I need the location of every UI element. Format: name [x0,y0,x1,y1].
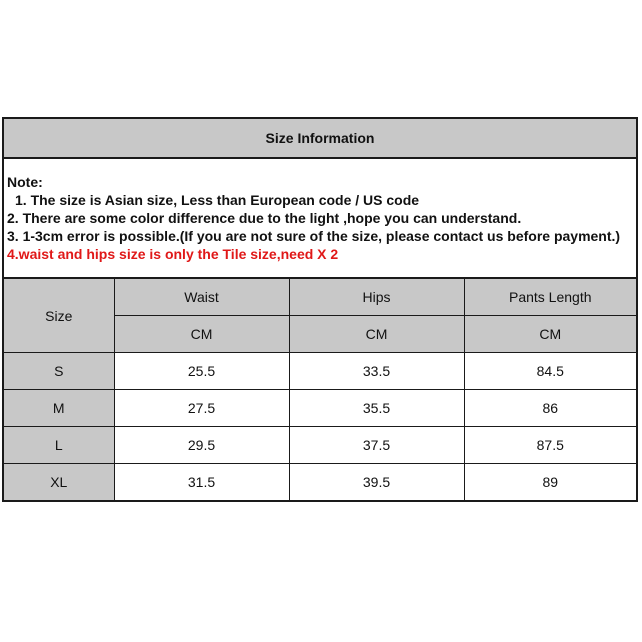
hips-value: 35.5 [289,390,464,427]
waist-value: 29.5 [114,427,289,464]
table-row [4,353,636,390]
sheet-title: Size Information [4,119,636,159]
notes-heading: Note: [7,174,43,190]
unit-waist: CM [114,316,289,353]
column-header-row [4,279,636,316]
table-row [4,464,636,501]
waist-value: 25.5 [114,353,289,390]
table-row [4,390,636,427]
unit-pants-length: CM [464,316,636,353]
unit-hips: CM [289,316,464,353]
pants-length-value: 89 [464,464,636,501]
note-warning: 4.waist and hips size is only the Tile size,need X 2 [7,246,339,262]
note-line-1: 1. The size is Asian size, Less than European code / US code [15,192,420,208]
pants-length-value: 84.5 [464,353,636,390]
size-header: Size [4,279,114,353]
hips-value: 39.5 [289,464,464,501]
table-row [4,427,636,464]
note-line-3: 3. 1-3cm error is possible.(If you are not sure of the size, please contact us before payment.) [7,228,621,244]
column-header-hips: Hips [289,279,464,316]
size-label: XL [4,464,114,501]
pants-length-value: 87.5 [464,427,636,464]
column-header-pants-length: Pants Length [464,279,636,316]
size-label: M [4,390,114,427]
size-label: L [4,427,114,464]
waist-value: 31.5 [114,464,289,501]
size-label: S [4,353,114,390]
hips-value: 37.5 [289,427,464,464]
hips-value: 33.5 [289,353,464,390]
waist-value: 27.5 [114,390,289,427]
note-line-2: 2. There are some color difference due to the light ,hope you can understand. [7,210,522,226]
pants-length-value: 86 [464,390,636,427]
notes-section [4,159,636,279]
size-information-sheet [2,117,638,502]
size-table [4,279,636,500]
column-header-waist: Waist [114,279,289,316]
